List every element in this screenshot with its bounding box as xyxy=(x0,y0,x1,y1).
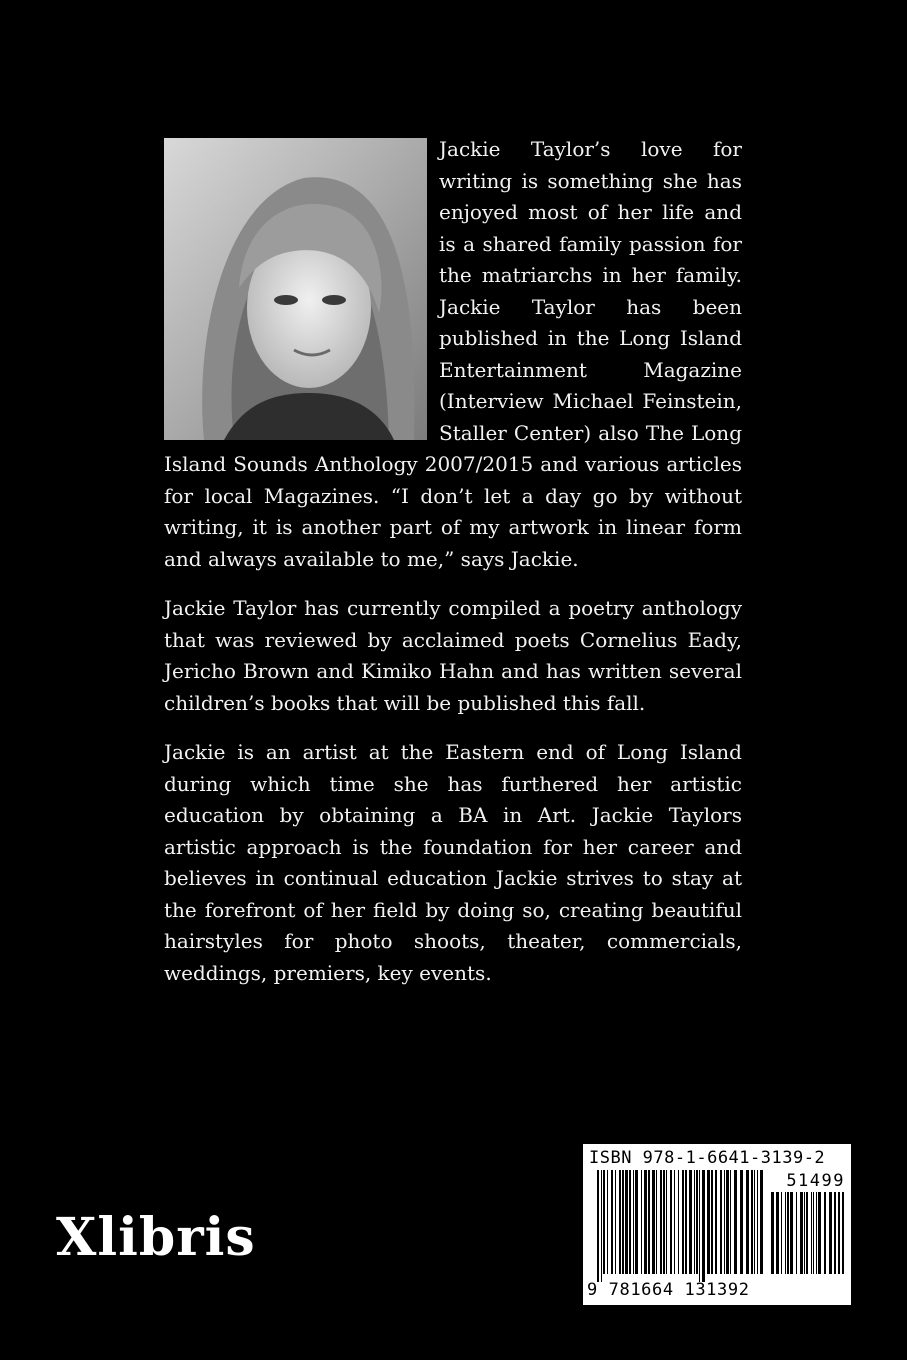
isbn-number: ISBN 978-1-6641-3139-2 xyxy=(589,1148,826,1168)
price-code: 51499 xyxy=(786,1171,845,1191)
addon-barcode-bars xyxy=(771,1192,845,1282)
publisher-logo: Xlibris xyxy=(56,1207,256,1268)
author-bio xyxy=(164,134,742,989)
author-photo xyxy=(164,138,427,440)
barcode-bars xyxy=(597,1170,763,1282)
bio-paragraph-1: Jackie Taylor’s love for writing is something she has enjoyed most of her life and is a shared family passion for the matriarchs in her family. Jackie Taylor has been published in the Long Island Entertainment Magazine (Interview Michael Feinstein, Staller Center) also The Long Island Sounds Anthology 2007/2015 and various articles for local Magazines. “I don’t let a day go by without writing, it is another part of my artwork in linear form and always available to me,” says Jackie. xyxy=(164,137,742,571)
isbn-barcode xyxy=(583,1144,851,1305)
bio-paragraph-2: Jackie Taylor has currently compiled a poetry anthology that was reviewed by acclaimed poets Cornelius Eady, Jericho Brown and Kimiko Hahn and has written several children’s books that will be published this fall. xyxy=(164,596,742,715)
bio-paragraph-3: Jackie is an artist at the Eastern end of Long Island during which time she has furthered her artistic education by obtaining a BA in Art. Jackie Taylors artistic approach is the foundation for her career and believes in continual education Jackie strives to stay at the forefront of her field by doing so, creating beautiful hairstyles for photo shoots, theater, commercials, weddings, premiers, key events. xyxy=(164,740,742,985)
ean-digits: 9 781664 131392 xyxy=(587,1280,750,1300)
